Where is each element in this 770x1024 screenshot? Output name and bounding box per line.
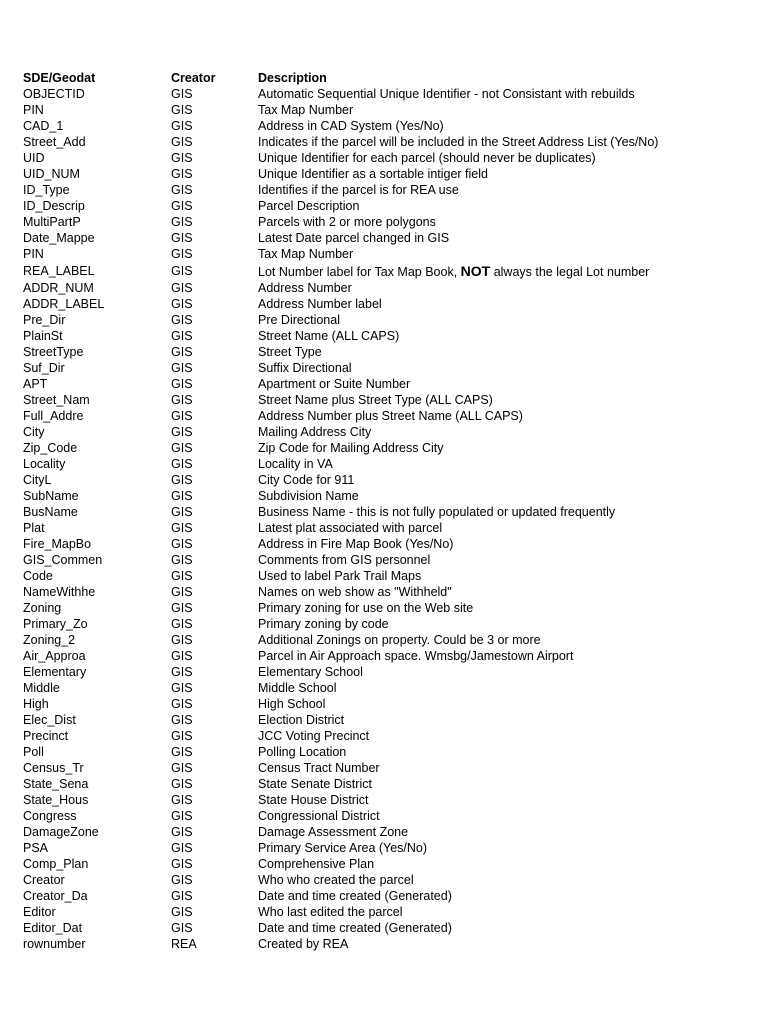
field-name-cell: SubName (23, 489, 79, 503)
description-text: always the legal Lot number (490, 265, 650, 279)
table-row (23, 280, 753, 296)
field-name-cell: City (23, 425, 45, 439)
table-row (23, 632, 753, 648)
table-row (23, 520, 753, 536)
creator-cell: GIS (171, 231, 193, 245)
field-name-cell: NameWithhe (23, 585, 96, 599)
creator-cell: GIS (171, 377, 193, 391)
field-name-cell: GIS_Commen (23, 553, 103, 567)
field-name-cell: Creator_Da (23, 889, 88, 903)
description-cell: Primary zoning for use on the Web site (258, 601, 474, 615)
table-row (23, 312, 753, 328)
creator-cell: GIS (171, 681, 193, 695)
creator-cell: GIS (171, 553, 193, 567)
table-row (23, 472, 753, 488)
creator-cell: GIS (171, 151, 193, 165)
creator-cell: GIS (171, 183, 193, 197)
description-cell: Election District (258, 713, 345, 727)
table-row (23, 664, 753, 680)
table-row (23, 150, 753, 166)
field-name-cell: Poll (23, 745, 44, 759)
table-row (23, 888, 753, 904)
description-cell: Apartment or Suite Number (258, 377, 411, 391)
description-cell: Comments from GIS personnel (258, 553, 431, 567)
header-creator: Creator (171, 71, 216, 85)
field-name-cell: ADDR_LABEL (23, 297, 105, 311)
description-cell: Primary Service Area (Yes/No) (258, 841, 428, 855)
creator-cell: GIS (171, 409, 193, 423)
description-cell: State Senate District (258, 777, 372, 791)
description-cell: Street Name plus Street Type (ALL CAPS) (258, 393, 493, 407)
creator-cell: GIS (171, 665, 193, 679)
field-name-cell: Street_Add (23, 135, 86, 149)
creator-cell: GIS (171, 633, 193, 647)
table-row (23, 392, 753, 408)
table-row (23, 760, 753, 776)
description-cell: Created by REA (258, 937, 349, 951)
creator-cell: GIS (171, 199, 193, 213)
description-cell: Automatic Sequential Unique Identifier - not Consistant with rebuilds (258, 87, 635, 101)
table-row (23, 488, 753, 504)
field-name-cell: Full_Addre (23, 409, 84, 423)
table-row (23, 584, 753, 600)
table-row (23, 134, 753, 150)
table-row (23, 840, 753, 856)
creator-cell: GIS (171, 361, 193, 375)
table-row (23, 904, 753, 920)
creator-cell: GIS (171, 585, 193, 599)
creator-cell: GIS (171, 729, 193, 743)
table-row (23, 872, 753, 888)
table-row (23, 808, 753, 824)
description-cell: Zip Code for Mailing Address City (258, 441, 444, 455)
table-row (23, 376, 753, 392)
description-cell: JCC Voting Precinct (258, 729, 370, 743)
description-cell: Latest plat associated with parcel (258, 521, 443, 535)
table-row (23, 536, 753, 552)
field-name-cell: Street_Nam (23, 393, 90, 407)
creator-cell: GIS (171, 713, 193, 727)
creator-cell: GIS (171, 505, 193, 519)
creator-cell: GIS (171, 393, 193, 407)
table-row (23, 198, 753, 214)
creator-cell: GIS (171, 649, 193, 663)
table-body (23, 86, 753, 952)
field-name-cell: Suf_Dir (23, 361, 65, 375)
table-row (23, 856, 753, 872)
creator-cell: GIS (171, 745, 193, 759)
field-name-cell: Code (23, 569, 53, 583)
creator-cell: GIS (171, 135, 193, 149)
creator-cell: GIS (171, 569, 193, 583)
creator-cell: GIS (171, 777, 193, 791)
field-name-cell: ID_Type (23, 183, 70, 197)
field-name-cell: Pre_Dir (23, 313, 66, 327)
field-name-cell: Zoning (23, 601, 62, 615)
creator-cell: GIS (171, 473, 193, 487)
creator-cell: GIS (171, 793, 193, 807)
description-cell: Middle School (258, 681, 337, 695)
description-cell: Subdivision Name (258, 489, 359, 503)
description-cell: Polling Location (258, 745, 347, 759)
field-name-cell: Fire_MapBo (23, 537, 92, 551)
field-name-cell: Elementary (23, 665, 87, 679)
description-cell: Who who created the parcel (258, 873, 414, 887)
table-row (23, 744, 753, 760)
creator-cell: GIS (171, 617, 193, 631)
field-name-cell: DamageZone (23, 825, 99, 839)
table-row (23, 182, 753, 198)
creator-cell: GIS (171, 215, 193, 229)
creator-cell: GIS (171, 521, 193, 535)
table-row (23, 600, 753, 616)
table-row (23, 166, 753, 182)
description-cell: State House District (258, 793, 369, 807)
description-cell: Street Name (ALL CAPS) (258, 329, 400, 343)
description-cell: Address Number plus Street Name (ALL CAPS) (258, 409, 523, 423)
field-name-cell: Primary_Zo (23, 617, 88, 631)
field-name-cell: PSA (23, 841, 49, 855)
creator-cell: GIS (171, 697, 193, 711)
description-cell: Tax Map Number (258, 247, 354, 261)
description-cell: Pre Directional (258, 313, 340, 327)
creator-cell: GIS (171, 119, 193, 133)
table-row (23, 424, 753, 440)
table-row (23, 824, 753, 840)
field-name-cell: Date_Mappe (23, 231, 95, 245)
table-row (23, 568, 753, 584)
creator-cell: GIS (171, 857, 193, 871)
table-row (23, 214, 753, 230)
table-row (23, 616, 753, 632)
field-name-cell: BusName (23, 505, 78, 519)
field-name-cell: UID (23, 151, 45, 165)
creator-cell: GIS (171, 425, 193, 439)
table-row (23, 504, 753, 520)
table-row (23, 552, 753, 568)
description-cell: Elementary School (258, 665, 363, 679)
field-name-cell: ADDR_NUM (23, 281, 94, 295)
description-cell: Primary zoning by code (258, 617, 389, 631)
field-name-cell: rownumber (23, 937, 86, 951)
field-name-cell: Congress (23, 809, 77, 823)
description-cell: Date and time created (Generated) (258, 921, 452, 935)
table-row (23, 230, 753, 246)
description-cell: Parcel in Air Approach space. Wmsbg/Jamestown Airport (258, 649, 574, 663)
description-cell: Congressional District (258, 809, 380, 823)
field-name-cell: OBJECTID (23, 87, 85, 101)
creator-cell: GIS (171, 247, 193, 261)
creator-cell: GIS (171, 889, 193, 903)
field-name-cell: Editor (23, 905, 56, 919)
description-cell: Census Tract Number (258, 761, 380, 775)
table-row (23, 262, 753, 280)
field-name-cell: StreetType (23, 345, 84, 359)
creator-cell: GIS (171, 825, 193, 839)
creator-cell: REA (171, 937, 197, 951)
header-description: Description (258, 71, 327, 85)
creator-cell: GIS (171, 809, 193, 823)
creator-cell: GIS (171, 103, 193, 117)
description-cell: Date and time created (Generated) (258, 889, 452, 903)
description-cell: Unique Identifier for each parcel (should never be duplicates) (258, 151, 596, 165)
description-cell: Parcel Description (258, 199, 360, 213)
field-name-cell: Census_Tr (23, 761, 84, 775)
field-name-cell: PlainSt (23, 329, 63, 343)
creator-cell: GIS (171, 441, 193, 455)
description-text: Lot Number label for Tax Map Book, (258, 265, 461, 279)
description-cell: Damage Assessment Zone (258, 825, 409, 839)
field-name-cell: Precinct (23, 729, 69, 743)
creator-cell: GIS (171, 167, 193, 181)
header-field: SDE/Geodat (23, 71, 96, 85)
table-row (23, 648, 753, 664)
field-name-cell: MultiPartP (23, 215, 81, 229)
field-name-cell: State_Sena (23, 777, 89, 791)
creator-cell: GIS (171, 601, 193, 615)
description-cell: Names on web show as "Withheld" (258, 585, 452, 599)
table-row (23, 936, 753, 952)
description-cell: Identifies if the parcel is for REA use (258, 183, 459, 197)
creator-cell: GIS (171, 537, 193, 551)
description-cell: Street Type (258, 345, 322, 359)
creator-cell: GIS (171, 489, 193, 503)
table-row (23, 712, 753, 728)
field-name-cell: Editor_Dat (23, 921, 83, 935)
table-row (23, 328, 753, 344)
field-name-cell: Elec_Dist (23, 713, 76, 727)
field-name-cell: PIN (23, 103, 44, 117)
table-row (23, 792, 753, 808)
table-row (23, 728, 753, 744)
field-name-cell: CAD_1 (23, 119, 64, 133)
description-cell: Address in CAD System (Yes/No) (258, 119, 444, 133)
description-cell: Parcels with 2 or more polygons (258, 215, 436, 229)
creator-cell: GIS (171, 905, 193, 919)
description-cell: Address Number (258, 281, 352, 295)
creator-cell: GIS (171, 87, 193, 101)
table-row (23, 360, 753, 376)
description-cell: Unique Identifier as a sortable intiger field (258, 167, 488, 181)
field-name-cell: Comp_Plan (23, 857, 89, 871)
creator-cell: GIS (171, 841, 193, 855)
description-cell: Indicates if the parcel will be included in the Street Address List (Yes/No) (258, 135, 659, 149)
description-cell: Additional Zonings on property. Could be 3 or more (258, 633, 541, 647)
field-name-cell: UID_NUM (23, 167, 80, 181)
field-name-cell: Zip_Code (23, 441, 78, 455)
table-row (23, 408, 753, 424)
description-cell (258, 262, 753, 280)
creator-cell: GIS (171, 297, 193, 311)
creator-cell: GIS (171, 313, 193, 327)
creator-cell: GIS (171, 345, 193, 359)
field-name-cell: ID_Descrip (23, 199, 85, 213)
table-row (23, 920, 753, 936)
table-row (23, 296, 753, 312)
description-cell: Who last edited the parcel (258, 905, 403, 919)
table-row (23, 246, 753, 262)
field-name-cell: State_Hous (23, 793, 89, 807)
description-cell: Address Number label (258, 297, 382, 311)
description-cell: Suffix Directional (258, 361, 352, 375)
field-name-cell: REA_LABEL (23, 264, 95, 278)
field-name-cell: APT (23, 377, 48, 391)
creator-cell: GIS (171, 264, 193, 278)
creator-cell: GIS (171, 873, 193, 887)
creator-cell: GIS (171, 457, 193, 471)
table-row (23, 776, 753, 792)
description-cell: High School (258, 697, 326, 711)
field-name-cell: High (23, 697, 49, 711)
description-cell: Mailing Address City (258, 425, 372, 439)
description-cell: Comprehensive Plan (258, 857, 375, 871)
field-name-cell: Creator (23, 873, 65, 887)
field-name-cell: Locality (23, 457, 66, 471)
field-name-cell: Plat (23, 521, 45, 535)
description-cell: City Code for 911 (258, 473, 355, 487)
creator-cell: GIS (171, 329, 193, 343)
creator-cell: GIS (171, 761, 193, 775)
description-emphasis: NOT (460, 263, 491, 279)
table-row (23, 680, 753, 696)
description-cell: Latest Date parcel changed in GIS (258, 231, 450, 245)
field-definition-table (23, 70, 753, 952)
description-cell: Used to label Park Trail Maps (258, 569, 422, 583)
creator-cell: GIS (171, 921, 193, 935)
table-header (23, 70, 753, 86)
description-cell: Business Name - this is not fully populated or updated frequently (258, 505, 616, 519)
description-cell: Locality in VA (258, 457, 333, 471)
table-row (23, 696, 753, 712)
table-row (23, 102, 753, 118)
table-row (23, 440, 753, 456)
field-name-cell: Air_Approa (23, 649, 86, 663)
table-row (23, 86, 753, 102)
table-row (23, 456, 753, 472)
creator-cell: GIS (171, 281, 193, 295)
table-row (23, 118, 753, 134)
table-row (23, 344, 753, 360)
field-name-cell: CityL (23, 473, 52, 487)
field-name-cell: Middle (23, 681, 60, 695)
description-cell: Address in Fire Map Book (Yes/No) (258, 537, 454, 551)
field-name-cell: PIN (23, 247, 44, 261)
description-cell: Tax Map Number (258, 103, 354, 117)
field-name-cell: Zoning_2 (23, 633, 76, 647)
